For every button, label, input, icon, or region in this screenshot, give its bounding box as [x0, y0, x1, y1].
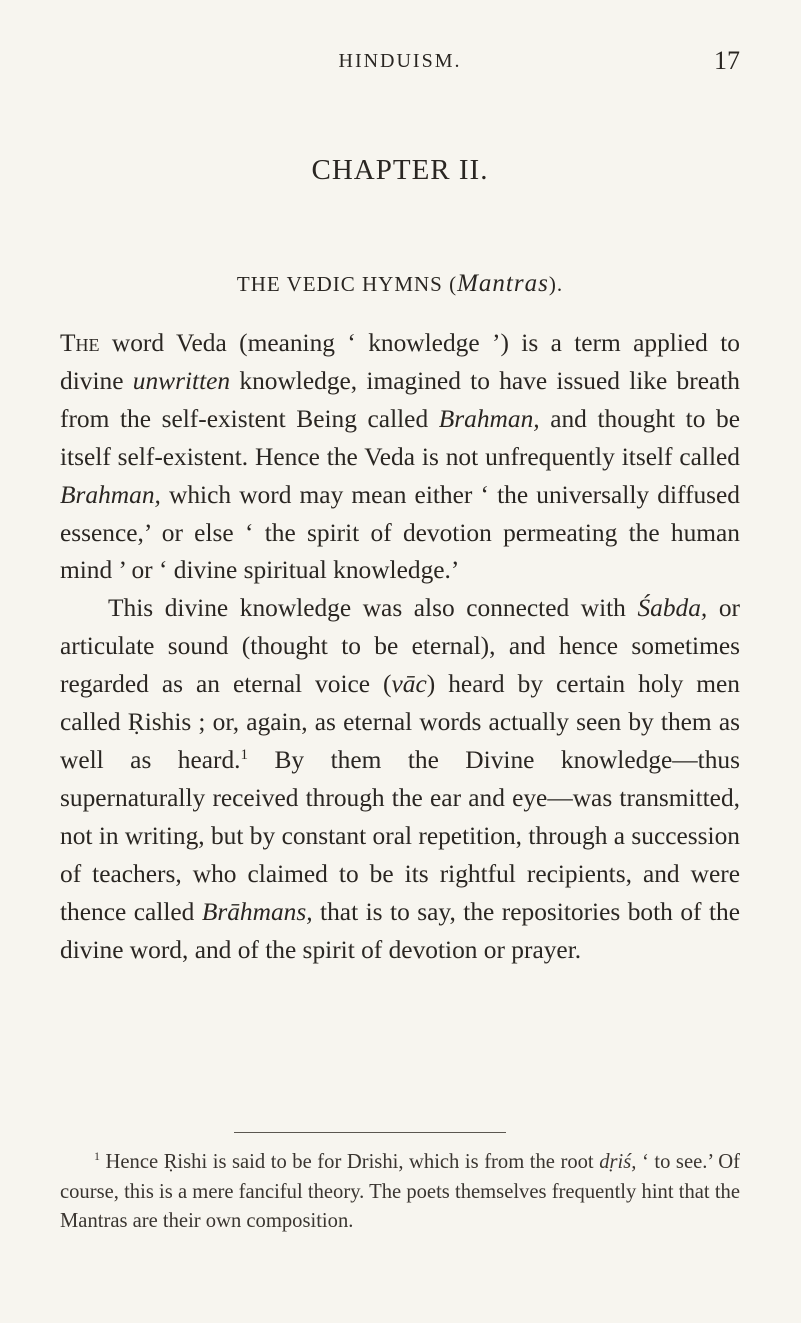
- running-head: [60, 46, 740, 76]
- running-title: HINDUISM.: [338, 50, 462, 72]
- italic-term: vāc: [391, 670, 427, 699]
- text-span: or articulate sound (thought to be eternal), and hence sometimes regarded as an eternal voice (: [60, 594, 741, 699]
- italic-term: unwritten: [132, 366, 231, 395]
- footnote: [60, 1148, 740, 1237]
- italic-term: Brahman,: [438, 404, 540, 433]
- text-span: word Veda (meaning ‘ knowledge ’) is a term applied to divine: [60, 329, 740, 395]
- text-span: that is to say, the repositories both of the divine word, and of the spirit of devotion or prayer.: [60, 897, 740, 964]
- text-span: knowledge, imagined to have issued like breath from the self-existent Being called: [60, 366, 740, 433]
- footnote-reference: 1: [240, 746, 249, 763]
- section-title-italic: Mantras: [457, 270, 549, 297]
- italic-term: Śabda,: [637, 594, 708, 623]
- text-span: ) heard by certain holy men called Ṛishis ; or, again, as eternal words actually seen by them as well as heard.: [60, 670, 740, 774]
- text-span: and thought to be itself self-existent. Hence the Veda is not unfrequently itself called: [60, 404, 740, 471]
- section-title-text: THE VEDIC HYMNS: [236, 272, 443, 296]
- body-text: [60, 325, 740, 969]
- text-span: Hence Ṛishi is said to be for Drishi, which is from the root: [100, 1151, 600, 1173]
- text-span: which word may mean either ‘ the universally diffused essence,’ or else ‘ the spirit of devotion permeating the human mind ’ or ‘ divine spiritual knowledge.’: [60, 480, 740, 585]
- text-span: By them the Divine knowledge—thus supernaturally received through the ear and eye—was transmitted, not in writing, but by constant oral repetition, through a succession of teachers, who claimed to be its rightful recipients, and were thence called: [60, 745, 740, 926]
- italic-term: Brāhmans,: [201, 897, 313, 926]
- italic-term: dṛiś,: [599, 1151, 637, 1173]
- text-span: This divine knowledge was also connected with: [108, 594, 638, 623]
- footnote-marker: 1: [94, 1149, 100, 1163]
- paragraph-lead-word: The: [60, 329, 100, 357]
- italic-term: Brahman,: [60, 480, 161, 509]
- section-title: [60, 270, 740, 298]
- book-page: [60, 0, 740, 1323]
- footnote-divider: [234, 1132, 506, 1133]
- text-span: ‘ to see.’ Of course, this is a mere fanciful theory. The poets themselves frequently hint that the Mantras are their own composition.: [60, 1151, 740, 1232]
- page-number: 17: [714, 46, 740, 75]
- section-title-open-paren: (: [449, 272, 458, 296]
- paragraph-1: [60, 325, 740, 590]
- section-title-close-paren: ).: [548, 272, 564, 296]
- paragraph-2: [60, 590, 740, 969]
- chapter-heading: CHAPTER II.: [311, 154, 489, 186]
